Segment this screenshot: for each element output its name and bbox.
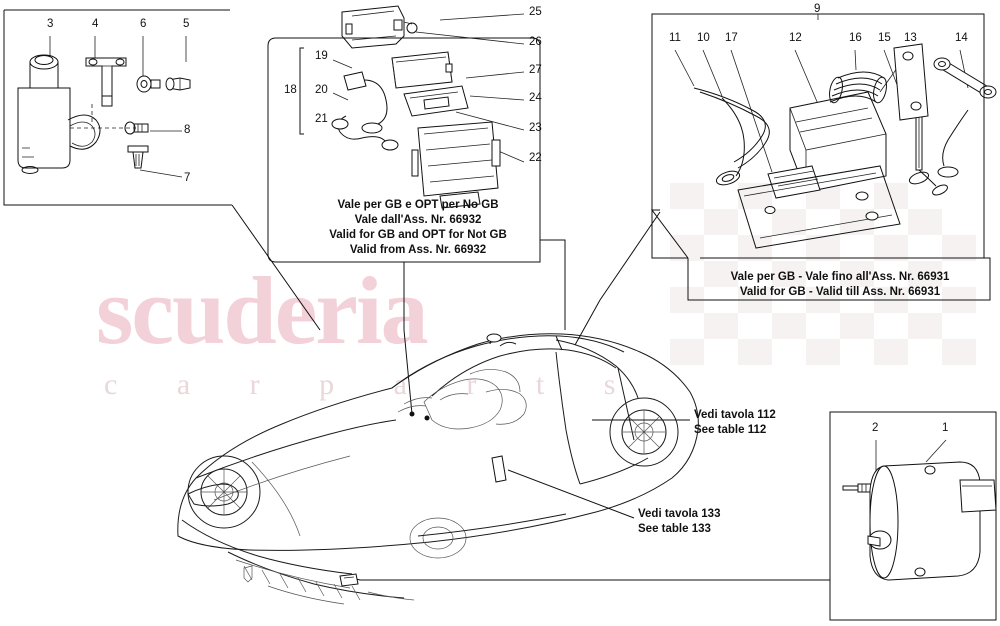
note-gb-till-line-1: Vale per GB - Vale fino all'Ass. Nr. 66931 [730, 271, 950, 283]
note-gb-opt [290, 198, 546, 258]
callout-22: 22 [529, 152, 542, 164]
watermark-subtext: c a r p a r t s [104, 368, 642, 401]
watermark-text: scuderia [96, 257, 427, 364]
note-gb-opt-line-4: Valid from Ass. Nr. 66932 [349, 244, 487, 256]
note-table-133-line-2: See table 133 [638, 523, 711, 535]
callout-1: 1 [942, 422, 949, 434]
callout-3: 3 [47, 18, 54, 30]
callout-19: 19 [315, 50, 328, 62]
callout-21: 21 [315, 113, 328, 125]
callout-26: 26 [529, 36, 542, 48]
callout-15: 15 [878, 32, 891, 44]
callout-17: 17 [725, 32, 738, 44]
note-gb-opt-line-2: Vale dall'Ass. Nr. 66932 [354, 214, 482, 226]
callout-13: 13 [904, 32, 917, 44]
callout-4: 4 [92, 18, 99, 30]
callout-11: 11 [669, 32, 681, 44]
note-gb-till-line-2: Valid for GB - Valid till Ass. Nr. 66931 [739, 286, 941, 298]
callout-16: 16 [849, 32, 862, 44]
callout-25: 25 [529, 6, 542, 18]
note-gb-opt-line-3: Valid for GB and OPT for Not GB [329, 229, 507, 241]
note-table-112 [694, 408, 804, 438]
callout-5: 5 [183, 18, 190, 30]
group-reservoir-bracket [4, 10, 320, 330]
note-table-112-line-1: Vedi tavola 112 [694, 409, 776, 421]
callout-10: 10 [697, 32, 710, 44]
callout-27: 27 [529, 64, 542, 76]
note-table-112-line-2: See table 112 [694, 424, 767, 436]
callout-8: 8 [184, 124, 191, 136]
note-table-133-line-1: Vedi tavola 133 [638, 508, 721, 520]
callout-7: 7 [184, 172, 191, 184]
callout-20: 20 [315, 84, 328, 96]
callout-18: 18 [284, 84, 297, 96]
callout-9: 9 [814, 3, 821, 15]
car-illustration [178, 334, 699, 604]
note-gb-till [690, 270, 990, 300]
callout-23: 23 [529, 122, 542, 134]
callout-12: 12 [789, 32, 802, 44]
callout-2: 2 [872, 422, 879, 434]
callout-6: 6 [140, 18, 147, 30]
note-table-133 [638, 507, 748, 537]
note-gb-opt-line-1: Vale per GB e OPT per No GB [337, 199, 499, 211]
callout-24: 24 [529, 92, 542, 104]
callout-14: 14 [955, 32, 968, 44]
